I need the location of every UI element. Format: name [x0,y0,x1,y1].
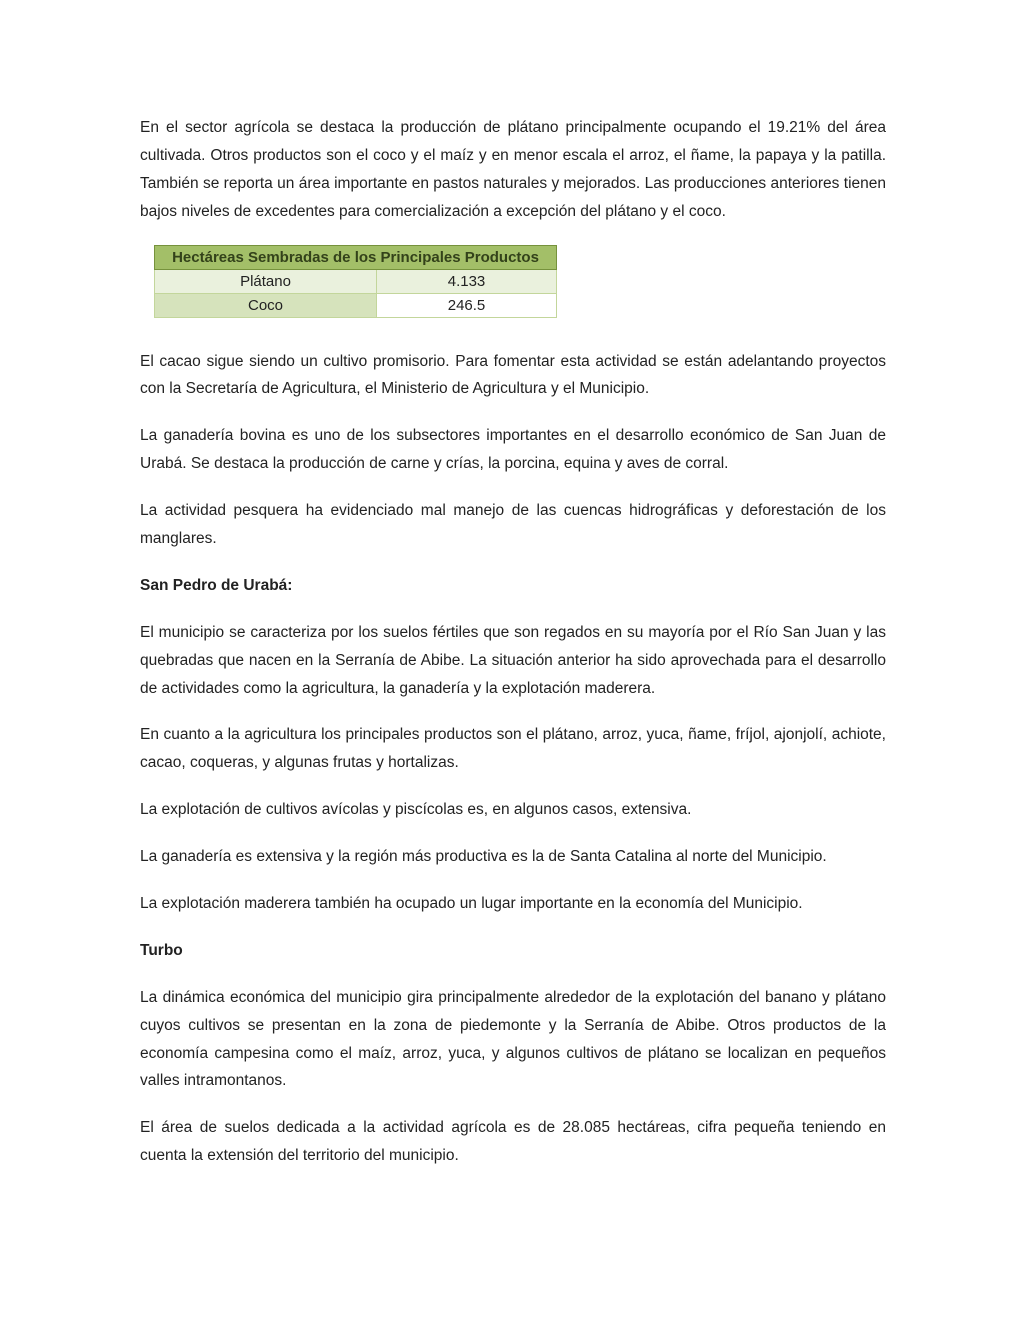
paragraph-explotacion-maderera: La explotación maderera también ha ocupado un lugar importante en la economía del Municipio. [140,895,803,913]
table-cell-product: Plátano [155,269,377,293]
heading-san-pedro-de-uraba: San Pedro de Urabá: [140,576,293,594]
paragraph-sector-agricola: En el sector agrícola se destaca la producción de plátano principalmente ocupando el 19.21% del área cultivada. Otros productos son el coco y el maíz y en menor escala el arroz, el ñame, la papaya y la patilla. También se reporta un área importante en pastos naturales y mejorados. Las producciones anteriores tienen bajos niveles de excedentes para comercialización a excepción del plátano y el coco. [140,119,886,220]
table-cell-hectares: 4.133 [377,269,557,293]
table-title: Hectáreas Sembradas de los Principales Productos [155,245,557,269]
paragraph-actividad-pesquera: La actividad pesquera ha evidenciado mal manejo de las cuencas hidrográficas y deforestación de los manglares. [140,502,886,548]
table-row [155,269,557,293]
table-cell-product: Coco [155,293,377,317]
paragraph-area-suelos: El área de suelos dedicada a la actividad agrícola es de 28.085 hectáreas, cifra pequeña teniendo en cuenta la extensión del territorio del municipio. [140,1119,886,1165]
paragraph-cultivos-avicolas: La explotación de cultivos avícolas y piscícolas es, en algunos casos, extensiva. [140,801,692,819]
table-row [155,293,557,317]
hectareas-table [154,245,557,318]
paragraph-ganaderia-extensiva: La ganadería es extensiva y la región más productiva es la de Santa Catalina al norte del Municipio. [140,848,827,866]
paragraph-ganaderia-bovina: La ganadería bovina es uno de los subsectores importantes en el desarrollo económico de San Juan de Urabá. Se destaca la producción de carne y crías, la porcina, equina y aves de corral. [140,427,886,473]
paragraph-dinamica-economica: La dinámica económica del municipio gira principalmente alrededor de la explotación del banano y plátano cuyos cultivos se presentan en la zona de piedemonte y la Serranía de Abibe. Otros productos de la economía campesina como el maíz, arroz, yuca, y algunos cultivos de plátano se localizan en pequeños valles intramontanos. [140,988,886,1090]
paragraph-agricultura-productos: En cuanto a la agricultura los principales productos son el plátano, arroz, yuca, ñame, fríjol, ajonjolí, achiote, cacao, coqueras, y algunas frutas y hortalizas. [140,726,886,772]
paragraph-suelos-fertiles: El municipio se caracteriza por los suelos fértiles que son regados en su mayoría por el Río San Juan y las quebradas que nacen en la Serranía de Abibe. La situación anterior ha sido aprovechada para el desarrollo de actividades como la agricultura, la ganadería y la explotación maderera. [140,623,886,697]
table-cell-hectares: 246.5 [377,293,557,317]
table-header-row [155,245,557,269]
heading-turbo: Turbo [140,941,183,959]
paragraph-cacao: El cacao sigue siendo un cultivo promisorio. Para fomentar esta actividad se están adelantando proyectos con la Secretaría de Agricultura, el Ministerio de Agricultura y el Municipio. [140,352,886,398]
document-content [140,114,886,1189]
